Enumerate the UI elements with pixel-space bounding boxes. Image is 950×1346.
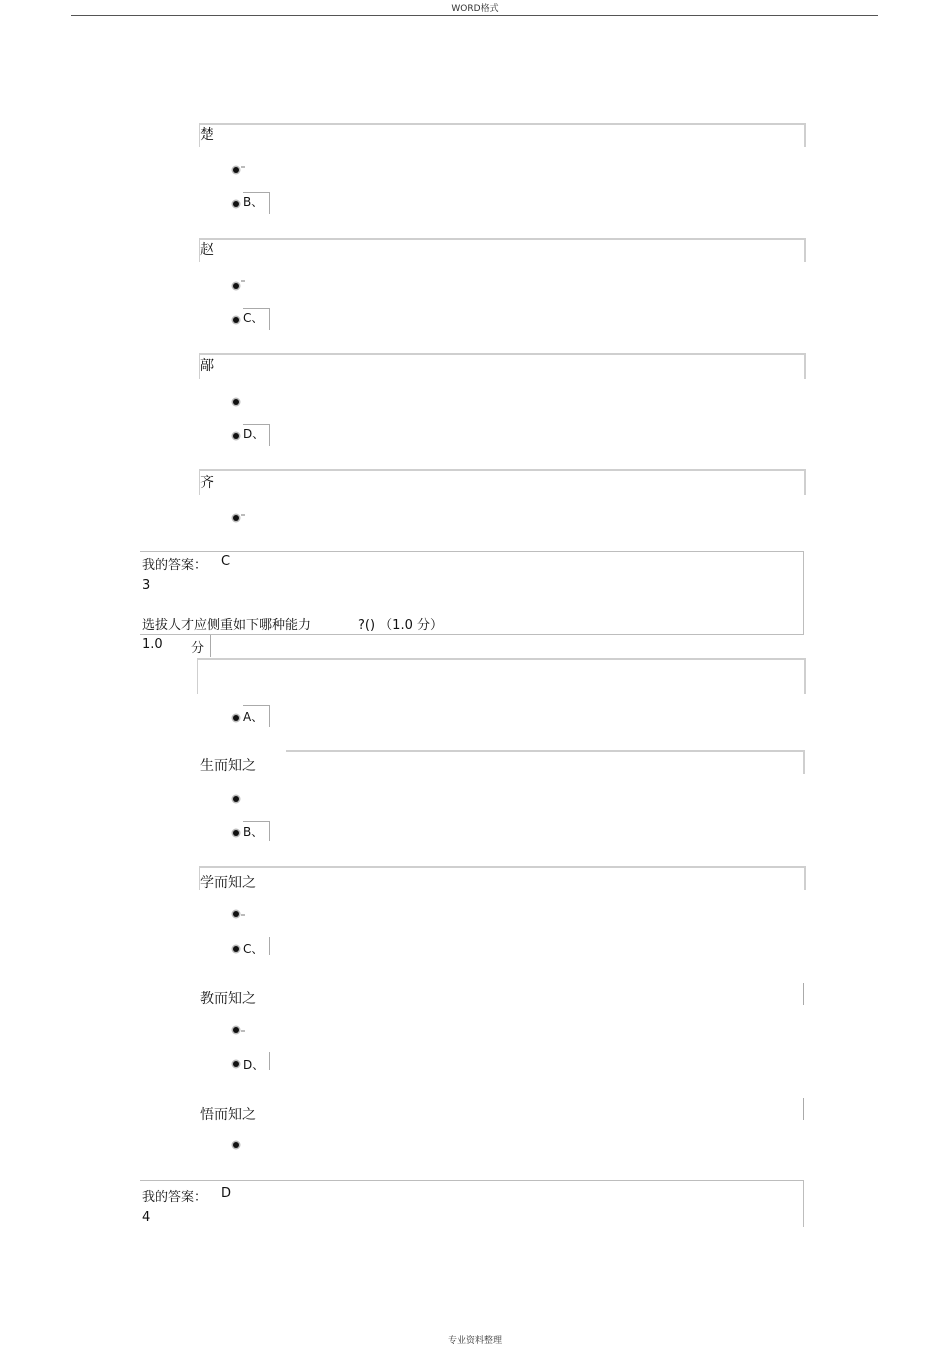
option-text: 齐 (200, 475, 214, 491)
option-letter: B、 (243, 825, 264, 839)
answer-label: 我的答案： (142, 558, 208, 573)
score-unit: 分 (191, 641, 205, 656)
question-number: 4 (142, 1210, 151, 1225)
radio-bullet[interactable] (233, 515, 239, 521)
option-frame (197, 658, 806, 694)
radio-bullet[interactable] (233, 283, 239, 289)
option-frame (199, 123, 806, 147)
letter-frame (243, 192, 270, 214)
answer-value: C (221, 554, 231, 569)
option-text: 悟而知之 (200, 1107, 256, 1123)
letter-frame (243, 1052, 270, 1070)
radio-bullet[interactable] (233, 1142, 239, 1148)
radio-bullet[interactable] (233, 830, 239, 836)
score-frame (210, 635, 211, 657)
option-frame (199, 353, 806, 379)
letter-frame (243, 424, 270, 446)
option-text: 教而知之 (200, 991, 256, 1007)
answer-label: 我的答案： (142, 1190, 208, 1205)
option-letter: B、 (243, 195, 264, 209)
option-letter: A、 (243, 710, 264, 724)
option-frame (199, 238, 806, 262)
option-text: 赵 (200, 242, 214, 258)
bullet-mark (241, 280, 245, 282)
radio-bullet[interactable] (233, 201, 239, 207)
radio-bullet[interactable] (233, 399, 239, 405)
option-frame (199, 469, 806, 495)
question-number: 3 (142, 578, 151, 593)
answer-value: D (221, 1186, 232, 1201)
letter-frame (243, 937, 270, 955)
question-text: 选拔人才应侧重如下哪种能力 (142, 618, 312, 633)
question-points: ?() （1.0 分） (358, 618, 443, 633)
radio-bullet[interactable] (233, 317, 239, 323)
radio-bullet[interactable] (233, 911, 239, 917)
letter-frame (243, 705, 270, 727)
option-letter: D、 (243, 1058, 265, 1072)
letter-frame (243, 821, 270, 841)
option-frame (780, 1098, 804, 1120)
radio-bullet[interactable] (233, 1061, 239, 1067)
option-letter: D、 (243, 427, 265, 441)
option-letter: C、 (243, 311, 264, 325)
radio-bullet[interactable] (233, 796, 239, 802)
option-frame (199, 866, 806, 890)
bullet-mark (241, 914, 245, 916)
option-letter: C、 (243, 942, 264, 956)
answer-frame (140, 1180, 804, 1227)
radio-bullet[interactable] (233, 433, 239, 439)
option-text: 生而知之 (200, 758, 256, 774)
radio-bullet[interactable] (233, 715, 239, 721)
bullet-mark (241, 1030, 245, 1032)
bullet-mark (241, 166, 245, 168)
page-header: WORD格式 (451, 4, 499, 14)
option-text: 鄗 (200, 358, 214, 374)
radio-bullet[interactable] (233, 946, 239, 952)
option-frame (286, 750, 805, 774)
page-footer: 专业资料整理 (447, 1336, 502, 1346)
bullet-mark (241, 514, 245, 516)
option-frame (780, 983, 804, 1005)
radio-bullet[interactable] (233, 1027, 239, 1033)
header-divider (71, 15, 878, 16)
radio-bullet[interactable] (233, 167, 239, 173)
option-text: 楚 (200, 127, 214, 143)
letter-frame (243, 308, 270, 330)
option-text: 学而知之 (200, 875, 256, 891)
score-value: 1.0 (142, 637, 163, 652)
